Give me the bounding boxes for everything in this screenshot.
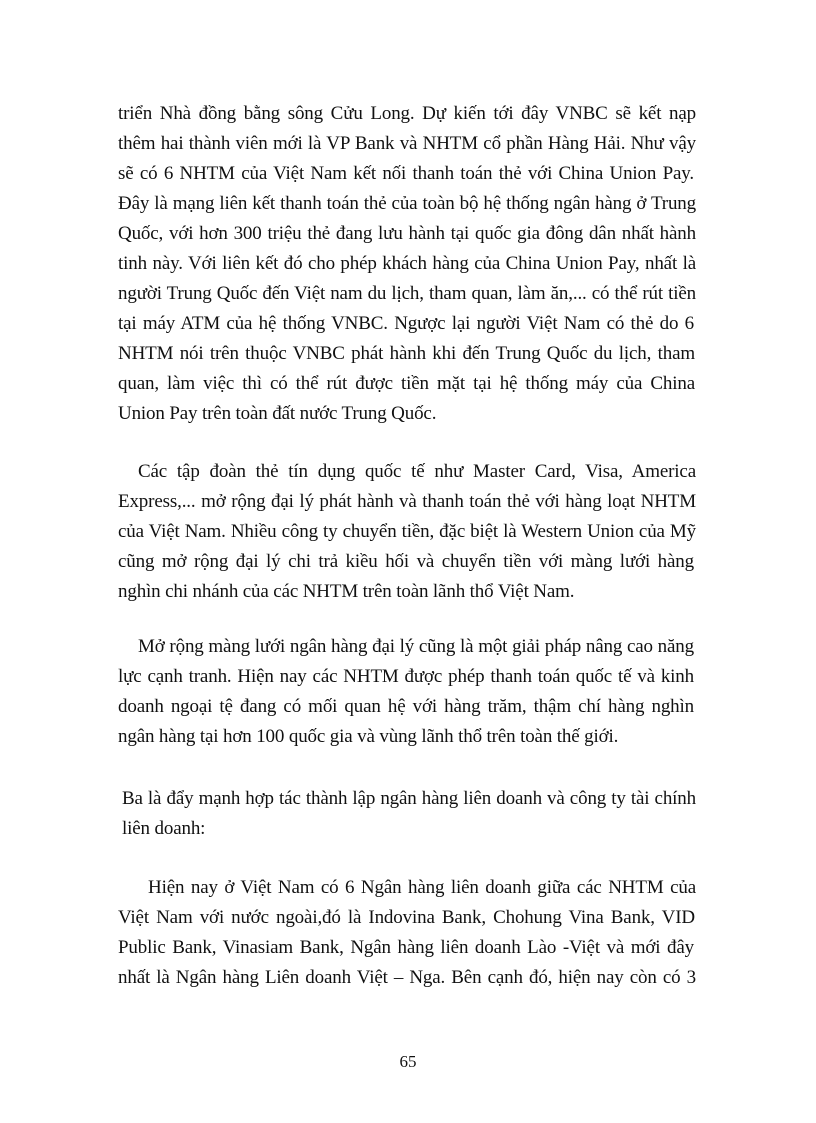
text-line: Ba là đẩy mạnh hợp tác thành lập ngân hàng liên doanh và công ty tài chính (122, 788, 696, 809)
text-line: Đây là mạng liên kết thanh toán thẻ của toàn bộ hệ thống ngân hàng ở Trung (118, 193, 696, 214)
page-number: 65 (399, 1052, 417, 1071)
text-line: quan, làm việc thì có thể rút được tiền mặt tại hệ thống máy của China (118, 373, 695, 394)
text-line: người Trung Quốc đến Việt nam du lịch, tham quan, làm ăn,... có thể rút tiền (118, 283, 696, 304)
paragraph-joint-venture-banks (118, 873, 696, 993)
text-line: NHTM nói trên thuộc VNBC phát hành khi đến Trung Quốc du lịch, tham (118, 343, 695, 364)
text-line: nhất là Ngân hàng Liên doanh Việt – Nga. Bên cạnh đó, hiện nay còn có 3 (118, 967, 696, 988)
text-line: Public Bank, Vinasiam Bank, Ngân hàng liên doanh Lào -Việt và mới đây (118, 937, 694, 958)
text-line: liên doanh: (122, 818, 206, 839)
text-line: cũng mở rộng đại lý chi trả kiều hối và chuyển tiền với màng lưới hàng (118, 551, 694, 572)
paragraph-international-card-groups (118, 457, 696, 607)
text-line: Express,... mở rộng đại lý phát hành và thanh toán thẻ với hàng loạt NHTM (118, 491, 696, 512)
paragraph-joint-venture-heading (118, 784, 696, 844)
paragraph-correspondent-banking (118, 632, 696, 752)
text-line: nghìn chi nhánh của các NHTM trên toàn lãnh thổ Việt Nam. (118, 581, 575, 602)
text-line: tại máy ATM của hệ thống VNBC. Ngược lại người Việt Nam có thẻ do 6 (118, 313, 694, 334)
text-line: ngân hàng tại hơn 100 quốc gia và vùng lãnh thổ trên toàn thế giới. (118, 726, 619, 747)
text-line: Union Pay trên toàn đất nước Trung Quốc. (118, 403, 437, 424)
text-line: lực cạnh tranh. Hiện nay các NHTM được phép thanh toán quốc tế và kinh (118, 666, 694, 687)
text-line: Mở rộng màng lưới ngân hàng đại lý cũng là một giải pháp nâng cao năng (138, 636, 694, 657)
text-line: thêm hai thành viên mới là VP Bank và NHTM cổ phần Hàng Hải. Như vậy (118, 133, 696, 154)
text-line: Việt Nam với nước ngoài,đó là Indovina Bank, Chohung Vina Bank, VID (118, 907, 695, 928)
paragraph-card-network (118, 99, 696, 429)
text-line: của Việt Nam. Nhiều công ty chuyển tiền, đặc biệt là Western Union của Mỹ (118, 521, 696, 542)
text-line: sẽ có 6 NHTM của Việt Nam kết nối thanh toán thẻ với China Union Pay. (118, 163, 694, 184)
text-line: triển Nhà đồng bằng sông Cửu Long. Dự kiến tới đây VNBC sẽ kết nạp (118, 103, 696, 124)
text-line: Các tập đoàn thẻ tín dụng quốc tế như Master Card, Visa, America (138, 461, 696, 482)
text-line: tinh này. Với liên kết đó cho phép khách hàng của China Union Pay, nhất là (118, 253, 696, 274)
text-line: Hiện nay ở Việt Nam có 6 Ngân hàng liên doanh giữa các NHTM của (148, 877, 696, 898)
text-line: Quốc, với hơn 300 triệu thẻ đang lưu hành tại quốc gia đông dân nhất hành (118, 223, 696, 244)
text-line: doanh ngoại tệ đang có mối quan hệ với hàng trăm, thậm chí hàng nghìn (118, 696, 694, 717)
